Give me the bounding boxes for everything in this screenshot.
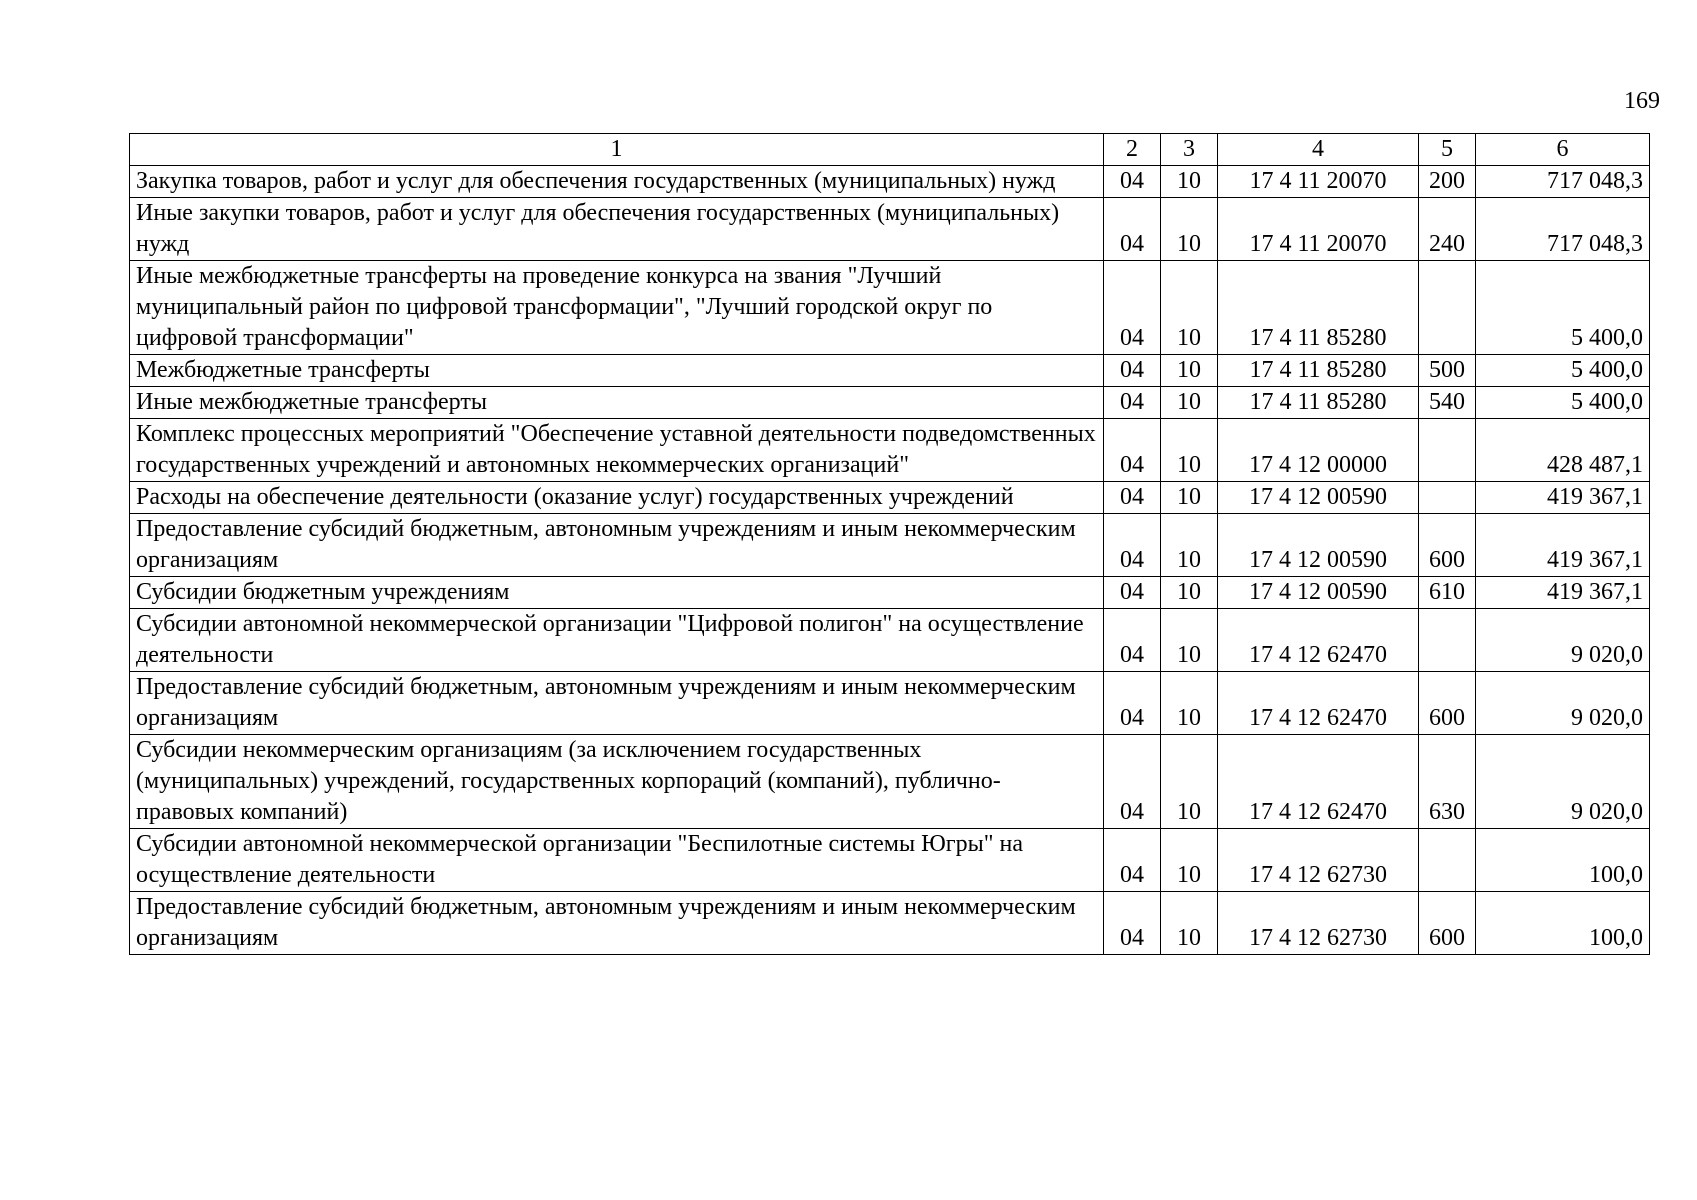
- row-col-3: 10: [1161, 514, 1218, 577]
- row-col-5: 630: [1419, 735, 1476, 829]
- row-col-3: 10: [1161, 387, 1218, 419]
- table-row: [130, 829, 1650, 892]
- table-row: [130, 387, 1650, 419]
- row-col-3: 10: [1161, 735, 1218, 829]
- row-col-5: [1419, 482, 1476, 514]
- row-name: Закупка товаров, работ и услуг для обеспечения государственных (муниципальных) нужд: [130, 166, 1104, 198]
- row-col-5: 600: [1419, 672, 1476, 735]
- row-col-3: 10: [1161, 261, 1218, 355]
- page-number: 169: [1624, 88, 1660, 114]
- row-name: Межбюджетные трансферты: [130, 355, 1104, 387]
- row-col-4: 17 4 12 00590: [1218, 514, 1419, 577]
- column-header-2: 2: [1104, 134, 1161, 166]
- row-name: Комплекс процессных мероприятий "Обеспечение уставной деятельности подведомственных государственных учреждений и автономных некоммерческих организаций": [130, 419, 1104, 482]
- row-col-5: [1419, 829, 1476, 892]
- row-col-4: 17 4 12 62730: [1218, 829, 1419, 892]
- row-name: Иные закупки товаров, работ и услуг для обеспечения государственных (муниципальных) нужд: [130, 198, 1104, 261]
- row-col-4: 17 4 12 00590: [1218, 482, 1419, 514]
- row-name: Предоставление субсидий бюджетным, автономным учреждениям и иным некоммерческим организациям: [130, 514, 1104, 577]
- row-col-5: [1419, 609, 1476, 672]
- row-col-5: 200: [1419, 166, 1476, 198]
- row-col-2: 04: [1104, 829, 1161, 892]
- row-col-6: 5 400,0: [1476, 261, 1650, 355]
- row-col-6: 717 048,3: [1476, 198, 1650, 261]
- row-col-4: 17 4 11 85280: [1218, 387, 1419, 419]
- table-row: [130, 419, 1650, 482]
- row-col-3: 10: [1161, 892, 1218, 955]
- row-col-4: 17 4 12 00000: [1218, 419, 1419, 482]
- row-col-4: 17 4 12 00590: [1218, 577, 1419, 609]
- column-header-3: 3: [1161, 134, 1218, 166]
- row-col-2: 04: [1104, 577, 1161, 609]
- row-col-2: 04: [1104, 355, 1161, 387]
- row-col-3: 10: [1161, 609, 1218, 672]
- row-col-5: 600: [1419, 514, 1476, 577]
- row-col-4: 17 4 12 62470: [1218, 609, 1419, 672]
- column-header-6: 6: [1476, 134, 1650, 166]
- row-col-4: 17 4 12 62470: [1218, 735, 1419, 829]
- table-row: [130, 672, 1650, 735]
- row-name: Предоставление субсидий бюджетным, автономным учреждениям и иным некоммерческим организациям: [130, 672, 1104, 735]
- row-col-6: 9 020,0: [1476, 672, 1650, 735]
- row-col-4: 17 4 11 85280: [1218, 261, 1419, 355]
- table-row: [130, 355, 1650, 387]
- table-row: [130, 261, 1650, 355]
- row-col-6: 5 400,0: [1476, 355, 1650, 387]
- row-name: Субсидии автономной некоммерческой организации "Цифровой полигон" на осуществление деятельности: [130, 609, 1104, 672]
- row-col-3: 10: [1161, 829, 1218, 892]
- row-name: Субсидии некоммерческим организациям (за исключением государственных (муниципальных) учреждений, государственных корпораций (компаний), публично-правовых компаний): [130, 735, 1104, 829]
- row-col-6: 100,0: [1476, 829, 1650, 892]
- row-name: Иные межбюджетные трансферты на проведение конкурса на звания "Лучший муниципальный район по цифровой трансформации", "Лучший городской округ по цифровой трансформации": [130, 261, 1104, 355]
- row-col-5: 500: [1419, 355, 1476, 387]
- column-header-1: 1: [130, 134, 1104, 166]
- row-col-4: 17 4 12 62730: [1218, 892, 1419, 955]
- column-header-4: 4: [1218, 134, 1419, 166]
- row-name: Иные межбюджетные трансферты: [130, 387, 1104, 419]
- row-col-2: 04: [1104, 419, 1161, 482]
- row-col-2: 04: [1104, 514, 1161, 577]
- row-col-5: 610: [1419, 577, 1476, 609]
- budget-table: [129, 133, 1650, 955]
- row-col-6: 419 367,1: [1476, 514, 1650, 577]
- row-col-6: 717 048,3: [1476, 166, 1650, 198]
- table-row: [130, 609, 1650, 672]
- row-col-4: 17 4 11 85280: [1218, 355, 1419, 387]
- row-col-6: 100,0: [1476, 892, 1650, 955]
- table-row: [130, 514, 1650, 577]
- table-body: [130, 134, 1650, 955]
- row-name: Предоставление субсидий бюджетным, автономным учреждениям и иным некоммерческим организациям: [130, 892, 1104, 955]
- row-col-3: 10: [1161, 577, 1218, 609]
- row-col-5: 540: [1419, 387, 1476, 419]
- row-col-2: 04: [1104, 387, 1161, 419]
- row-col-2: 04: [1104, 482, 1161, 514]
- row-col-6: 428 487,1: [1476, 419, 1650, 482]
- row-col-3: 10: [1161, 355, 1218, 387]
- table-header-row: [130, 134, 1650, 166]
- row-name: Субсидии автономной некоммерческой организации "Беспилотные системы Югры" на осуществление деятельности: [130, 829, 1104, 892]
- row-col-6: 419 367,1: [1476, 577, 1650, 609]
- row-col-4: 17 4 11 20070: [1218, 198, 1419, 261]
- row-col-2: 04: [1104, 735, 1161, 829]
- table-row: [130, 577, 1650, 609]
- row-col-3: 10: [1161, 482, 1218, 514]
- row-col-6: 419 367,1: [1476, 482, 1650, 514]
- row-col-3: 10: [1161, 672, 1218, 735]
- row-col-2: 04: [1104, 198, 1161, 261]
- row-name: Расходы на обеспечение деятельности (оказание услуг) государственных учреждений: [130, 482, 1104, 514]
- row-col-5: [1419, 419, 1476, 482]
- table-row: [130, 892, 1650, 955]
- row-col-3: 10: [1161, 166, 1218, 198]
- row-name: Субсидии бюджетным учреждениям: [130, 577, 1104, 609]
- row-col-2: 04: [1104, 672, 1161, 735]
- row-col-4: 17 4 12 62470: [1218, 672, 1419, 735]
- row-col-2: 04: [1104, 892, 1161, 955]
- table-row: [130, 735, 1650, 829]
- row-col-5: 600: [1419, 892, 1476, 955]
- row-col-6: 5 400,0: [1476, 387, 1650, 419]
- row-col-2: 04: [1104, 261, 1161, 355]
- row-col-5: [1419, 261, 1476, 355]
- table-row: [130, 166, 1650, 198]
- row-col-6: 9 020,0: [1476, 735, 1650, 829]
- row-col-2: 04: [1104, 609, 1161, 672]
- row-col-5: 240: [1419, 198, 1476, 261]
- table-row: [130, 198, 1650, 261]
- row-col-2: 04: [1104, 166, 1161, 198]
- row-col-3: 10: [1161, 419, 1218, 482]
- column-header-5: 5: [1419, 134, 1476, 166]
- table-row: [130, 482, 1650, 514]
- row-col-4: 17 4 11 20070: [1218, 166, 1419, 198]
- row-col-3: 10: [1161, 198, 1218, 261]
- row-col-6: 9 020,0: [1476, 609, 1650, 672]
